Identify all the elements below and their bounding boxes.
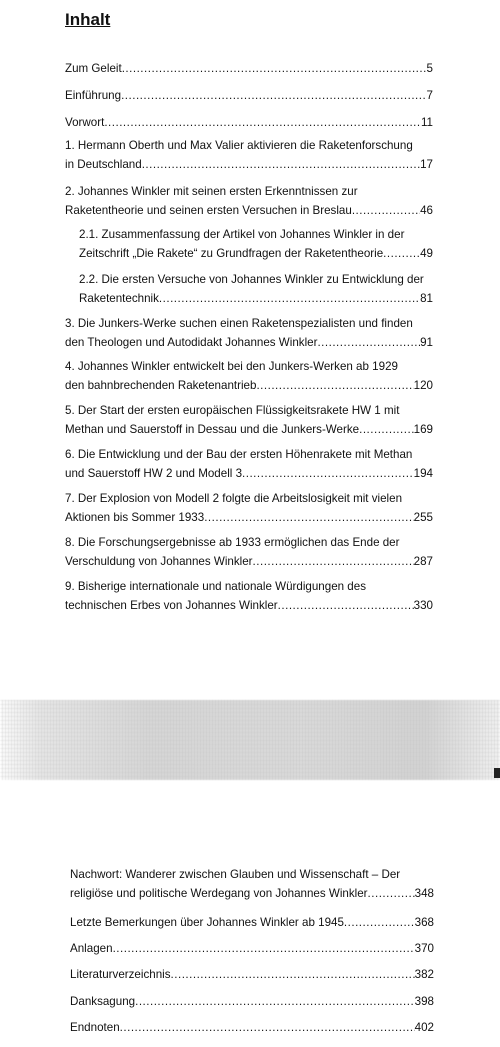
- toc-entry-title-line: in Deutschland: [65, 158, 142, 171]
- toc-entry-title-line: Raketentheorie und seinen ersten Versuchen in Breslau: [65, 204, 352, 217]
- toc-entry-title: Letzte Bemerkungen über Johannes Winkler ab 1945: [70, 916, 344, 929]
- toc-entry-page: 169: [413, 423, 433, 436]
- toc-entry-endnoten[interactable]: [70, 1018, 434, 1037]
- toc-entry-title: Anlagen: [70, 942, 113, 955]
- toc-entry-section-2-2[interactable]: [79, 270, 433, 308]
- toc-entry-page: 7: [426, 89, 433, 102]
- toc-entry-title-line: 8. Die Forschungsergebnisse ab 1933 ermöglichen das Ende der: [65, 536, 400, 549]
- toc-entry-title-line: 3. Die Junkers-Werke suchen einen Raketenspezialisten und finden: [65, 317, 413, 330]
- toc-entry-chapter-7[interactable]: [65, 489, 433, 527]
- toc-entry-danksagung[interactable]: [70, 992, 434, 1011]
- toc-entry-title-line: 4. Johannes Winkler entwickelt bei den Junkers-Werken ab 1929: [65, 360, 398, 373]
- toc-entry-title-line: religiöse und politische Werdegang von Johannes Winkler: [70, 887, 368, 900]
- dot-leader: [104, 113, 421, 132]
- dot-leader: [344, 913, 415, 932]
- toc-entry-section-2-1[interactable]: [79, 225, 433, 263]
- scan-artifact: [0, 700, 500, 780]
- toc-entry-title-line: Raketentechnik: [79, 292, 159, 305]
- toc-entry-page: 5: [426, 62, 433, 75]
- toc-entry-page: 46: [420, 204, 433, 217]
- toc-entry-title-line: und Sauerstoff HW 2 und Modell 3: [65, 467, 243, 480]
- toc-entry-title-line: Methan und Sauerstoff in Dessau und die Junkers-Werke: [65, 423, 360, 436]
- toc-entry-page: 402: [414, 1021, 434, 1034]
- dot-leader: [171, 965, 415, 984]
- toc-entry-letzte-bemerkungen[interactable]: [70, 913, 434, 932]
- toc-entry-anlagen[interactable]: [70, 939, 434, 958]
- dot-leader: [135, 992, 415, 1011]
- dot-leader: [278, 596, 414, 615]
- toc-entry-literaturverzeichnis[interactable]: [70, 965, 434, 984]
- dot-leader: [368, 884, 415, 903]
- dot-leader: [352, 201, 420, 220]
- dot-leader: [122, 59, 427, 78]
- toc-entry-chapter-2[interactable]: [65, 182, 433, 220]
- toc-entry-chapter-9[interactable]: [65, 577, 433, 615]
- toc-entry-chapter-1[interactable]: [65, 136, 433, 174]
- toc-entry-title: Literaturverzeichnis: [70, 968, 171, 981]
- toc-entry-page: 398: [414, 995, 434, 1008]
- toc-entry-title-line: 1. Hermann Oberth und Max Valier aktivieren die Raketenforschung: [65, 139, 413, 152]
- toc-heading: Inhalt: [65, 10, 111, 29]
- dot-leader: [113, 939, 415, 958]
- toc-entry-title: Danksagung: [70, 995, 136, 1008]
- toc-entry-title-line: 7. Der Explosion von Modell 2 folgte die Arbeitslosigkeit mit vielen: [65, 492, 403, 505]
- toc-entry-title-line: 5. Der Start der ersten europäischen Flüssigkeitsrakete HW 1 mit: [65, 404, 400, 417]
- toc-entry-vorwort[interactable]: [65, 113, 433, 132]
- toc-entry-page: 370: [414, 942, 434, 955]
- dot-leader: [317, 333, 420, 352]
- scan-edge-mark: [494, 768, 500, 778]
- toc-entry-page: 382: [414, 968, 434, 981]
- toc-entry-title-line: Nachwort: Wanderer zwischen Glauben und Wissenschaft – Der: [70, 868, 401, 881]
- toc-entry-page: 368: [414, 916, 434, 929]
- toc-entry-page: 255: [413, 511, 433, 524]
- toc-entry-page: 11: [420, 116, 433, 129]
- toc-entry-title-line: 2.1. Zusammenfassung der Artikel von Johannes Winkler in der: [79, 228, 405, 241]
- toc-entry-page: 81: [420, 292, 433, 305]
- toc-entry-title-line: den Theologen und Autodidakt Johannes Winkler: [65, 336, 318, 349]
- toc-entry-title-line: 9. Bisherige internationale und nationale Würdigungen des: [65, 580, 367, 593]
- dot-leader: [159, 289, 420, 308]
- toc-entry-title-line: 6. Die Entwicklung und der Bau der ersten Höhenrakete mit Methan: [65, 448, 413, 461]
- toc-entry-chapter-5[interactable]: [65, 401, 433, 439]
- toc-entry-page: 287: [413, 555, 433, 568]
- toc-entry-title-line: Zeitschrift „Die Rakete“ zu Grundfragen der Raketentheorie: [79, 247, 384, 260]
- dot-leader: [383, 244, 420, 263]
- toc-entry-page: 49: [420, 247, 433, 260]
- toc-entry-page: 17: [420, 158, 433, 171]
- toc-entry-title-line: technischen Erbes von Johannes Winkler: [65, 599, 278, 612]
- dot-leader: [142, 155, 420, 174]
- toc-entry-nachwort[interactable]: [70, 865, 434, 903]
- toc-entry-title-line: 2.2. Die ersten Versuche von Johannes Winkler zu Entwicklung der: [79, 273, 424, 286]
- toc-entry-title: Endnoten: [70, 1021, 120, 1034]
- dot-leader: [120, 1018, 415, 1037]
- toc-entry-title-line: den bahnbrechenden Raketenantrieb: [65, 379, 257, 392]
- toc-entry-zum-geleit[interactable]: [65, 59, 433, 78]
- dot-leader: [253, 552, 414, 571]
- toc-entry-title-line: Verschuldung von Johannes Winkler: [65, 555, 253, 568]
- toc-entry-page: 348: [414, 887, 434, 900]
- dot-leader: [204, 508, 413, 527]
- toc-entry-page: 91: [420, 336, 433, 349]
- toc-entry-title: Zum Geleit: [65, 62, 122, 75]
- toc-entry-chapter-3[interactable]: [65, 314, 433, 352]
- toc-entry-chapter-8[interactable]: [65, 533, 433, 571]
- toc-entry-einfuehrung[interactable]: [65, 86, 433, 105]
- toc-entry-chapter-6[interactable]: [65, 445, 433, 483]
- toc-entry-chapter-4[interactable]: [65, 357, 433, 395]
- toc-entry-title-line: Aktionen bis Sommer 1933: [65, 511, 205, 524]
- toc-entry-title: Einführung: [65, 89, 122, 102]
- dot-leader: [256, 376, 413, 395]
- dot-leader: [242, 464, 414, 483]
- toc-entry-title-line: 2. Johannes Winkler mit seinen ersten Erkenntnissen zur: [65, 185, 358, 198]
- toc-entry-page: 120: [413, 379, 433, 392]
- dot-leader: [359, 420, 414, 439]
- toc-entry-page: 194: [413, 467, 433, 480]
- toc-entry-title: Vorwort: [65, 116, 105, 129]
- dot-leader: [121, 86, 426, 105]
- toc-entry-page: 330: [413, 599, 433, 612]
